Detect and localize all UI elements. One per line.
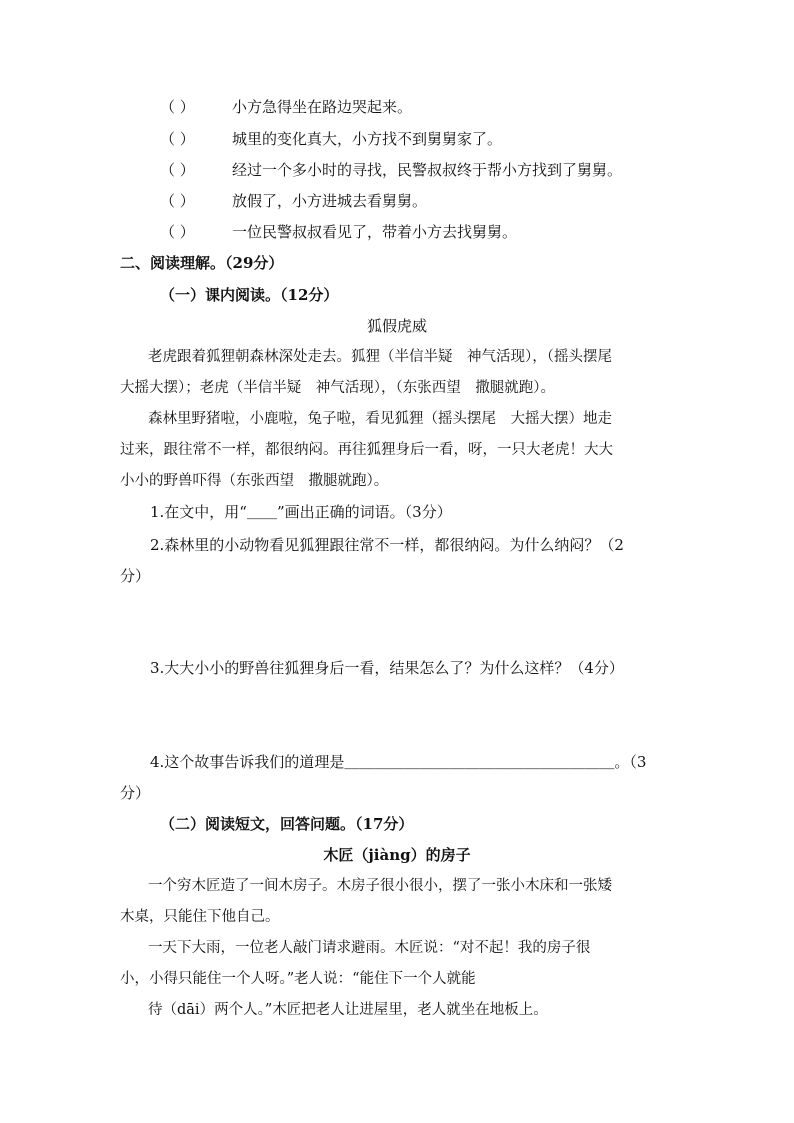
passage-text: 小，小得只能住一个人呀。”老人说：“能住下一个人就能 [120, 971, 476, 987]
ordering-item [160, 97, 412, 117]
part2-heading: （二）阅读短文，回答问题。（17分） [160, 815, 414, 833]
passage-text: 大摇大摆）；老虎（半信半疑 神气活现），（东张西望 撒腿就跑）。 [120, 380, 555, 396]
section-heading: 二、阅读理解。（29分） [120, 254, 284, 272]
passage-title: 木匠（jiàng）的房子 [323, 846, 471, 864]
passage-text: 木桌，只能住下他自己。 [120, 909, 280, 925]
passage-text: 一个穷木匠造了一间木房子。木房子很小很小，摆了一张小木床和一张矮 [148, 878, 612, 894]
ordering-text: 一位民警叔叔看见了，带着小方去找舅舅。 [232, 223, 518, 241]
answer-bracket[interactable]: （ ） [160, 98, 195, 116]
passage-text: 待（dāi）两个人。”木匠把老人让进屋里，老人就坐在地板上。 [148, 1002, 548, 1018]
ordering-text: 经过一个多小时的寻找，民警叔叔终于帮小方找到了舅舅。 [232, 161, 623, 179]
passage-text: 小小的野兽吓得（东张西望 撒腿就跑）。 [120, 473, 389, 489]
ordering-text: 放假了，小方进城去看舅舅。 [232, 192, 428, 210]
ordering-item [160, 222, 517, 242]
question-2: 2.森林里的小动物看见狐狸跟往常不一样，都很纳闷。为什么纳闷？（2 [150, 536, 624, 554]
ordering-text: 城里的变化真大，小方找不到舅舅家了。 [232, 130, 503, 148]
passage-title: 狐假虎威 [366, 317, 427, 335]
question-1: 1.在文中，用“＿＿”画出正确的词语。（3分） [150, 503, 452, 521]
answer-bracket[interactable]: （ ） [160, 130, 195, 148]
ordering-item [160, 160, 622, 180]
passage-text: 过来，跟往常不一样，都很纳闷。再往狐狸身后一看，呀，一只大老虎！大大 [120, 442, 613, 458]
passage-text: 老虎跟着狐狸朝森林深处走去。狐狸（半信半疑 神气活现），（摇头摆尾 [148, 349, 612, 365]
question-4: 4.这个故事告诉我们的道理是＿＿＿＿＿＿＿＿＿＿＿＿＿＿＿＿＿＿。（3 [150, 753, 647, 771]
part1-heading: （一）课内阅读。（12分） [160, 286, 339, 304]
ordering-item [160, 191, 427, 211]
ordering-text: 小方急得坐在路边哭起来。 [232, 98, 413, 116]
question-3: 3.大大小小的野兽往狐狸身后一看，结果怎么了？为什么这样？（4分） [150, 659, 624, 677]
answer-bracket[interactable]: （ ） [160, 223, 195, 241]
question-2-cont: 分） [120, 567, 151, 585]
passage-text: 一天下大雨，一位老人敲门请求避雨。木匠说：“对不起！我的房子很 [148, 940, 591, 956]
question-4-cont: 分） [120, 784, 151, 802]
ordering-item [160, 129, 502, 149]
answer-bracket[interactable]: （ ） [160, 192, 195, 210]
answer-bracket[interactable]: （ ） [160, 161, 195, 179]
passage-text: 森林里野猪啦，小鹿啦，兔子啦，看见狐狸（摇头摆尾 大摇大摆）地走 [148, 411, 612, 427]
